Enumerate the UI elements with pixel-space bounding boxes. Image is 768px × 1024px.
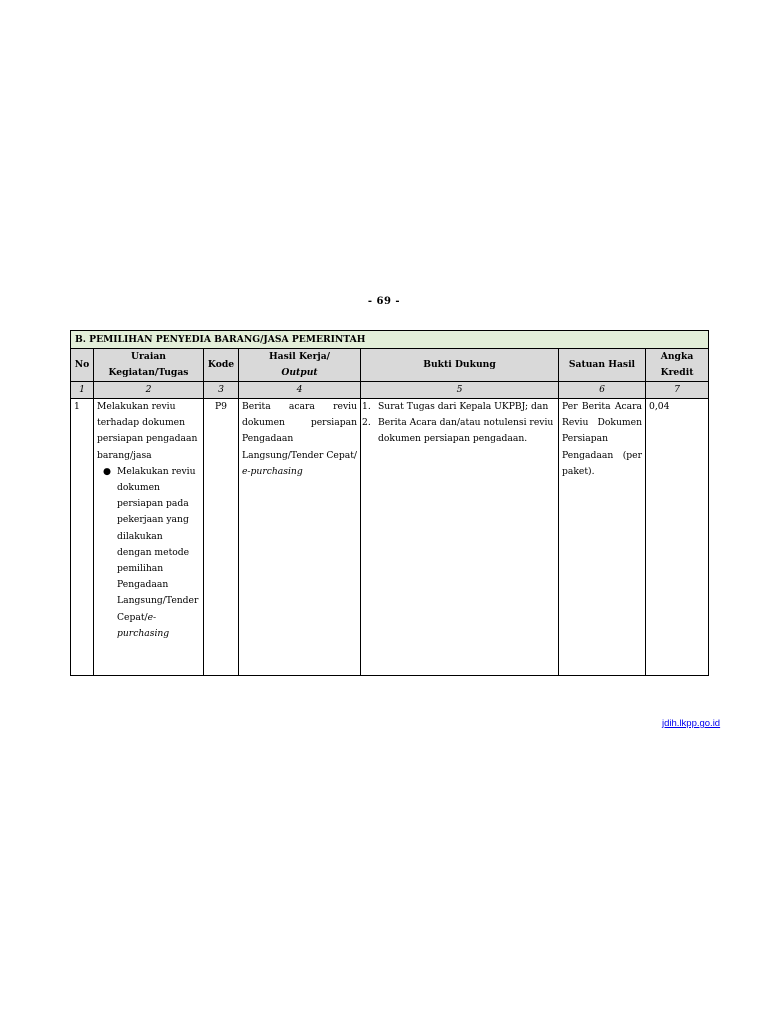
column-number: 6	[559, 382, 646, 399]
header-bukti: Bukti Dukung	[361, 349, 559, 382]
header-hasil	[239, 349, 361, 382]
hasil-text: Berita acara reviu dokumen persiapan Pengadaan Langsung/Tender Cepat/	[242, 401, 357, 461]
cell-uraian	[94, 399, 204, 676]
cell-bukti	[361, 399, 559, 676]
uraian-main-text: Melakukan reviu terhadap dokumen persiapan pengadaan barang/jasa	[97, 401, 198, 461]
page-number: - 69 -	[367, 296, 401, 307]
header-hasil-line2: Output	[281, 367, 318, 378]
column-number-row	[71, 382, 709, 399]
list-item	[364, 399, 555, 415]
cell-satuan: Per Berita Acara Reviu Dokumen Persiapan Pengadaan (per paket).	[559, 399, 646, 676]
column-number: 5	[361, 382, 559, 399]
header-row	[71, 349, 709, 382]
cell-angka: 0,04	[646, 399, 709, 676]
activity-table	[70, 330, 709, 676]
column-number: 3	[204, 382, 239, 399]
list-item	[364, 415, 555, 447]
table-row	[71, 399, 709, 676]
list-number: 2.	[362, 417, 371, 429]
header-uraian: Uraian Kegiatan/Tugas	[94, 349, 204, 382]
header-kode: Kode	[204, 349, 239, 382]
header-hasil-line1: Hasil Kerja/	[268, 351, 331, 362]
column-number: 7	[646, 382, 709, 399]
section-title: B. PEMILIHAN PENYEDIA BARANG/JASA PEMERINTAH	[71, 331, 709, 349]
header-satuan: Satuan Hasil	[559, 349, 646, 382]
bukti-text: Surat Tugas dari Kepala UKPBJ; dan	[378, 401, 549, 412]
column-number: 4	[239, 382, 361, 399]
bukti-text: Berita Acara dan/atau notulensi reviu dokumen persiapan pengadaan.	[378, 417, 554, 445]
hasil-italic: e-purchasing	[242, 465, 303, 477]
uraian-sub-list	[97, 464, 200, 642]
cell-hasil	[239, 399, 361, 676]
column-number: 2	[94, 382, 204, 399]
section-title-row	[71, 331, 709, 349]
cell-kode: P9	[204, 399, 239, 676]
list-item	[103, 464, 200, 642]
uraian-sub-text: Melakukan reviu dokumen persiapan pada pekerjaan yang dilakukan dengan metode pemilihan Pengadaan Langsung/Tender Cepat/	[117, 465, 199, 623]
column-number: 1	[71, 382, 94, 399]
header-no: No	[71, 349, 94, 382]
uraian-sub-italic: e-purchasing	[117, 611, 170, 639]
header-angka: Angka Kredit	[646, 349, 709, 382]
cell-no: 1	[71, 399, 94, 676]
bullet-icon: ●	[103, 465, 112, 477]
bukti-list	[364, 399, 555, 448]
footer-link[interactable]: jdih.lkpp.go.id	[662, 718, 721, 729]
list-number: 1.	[362, 401, 371, 412]
